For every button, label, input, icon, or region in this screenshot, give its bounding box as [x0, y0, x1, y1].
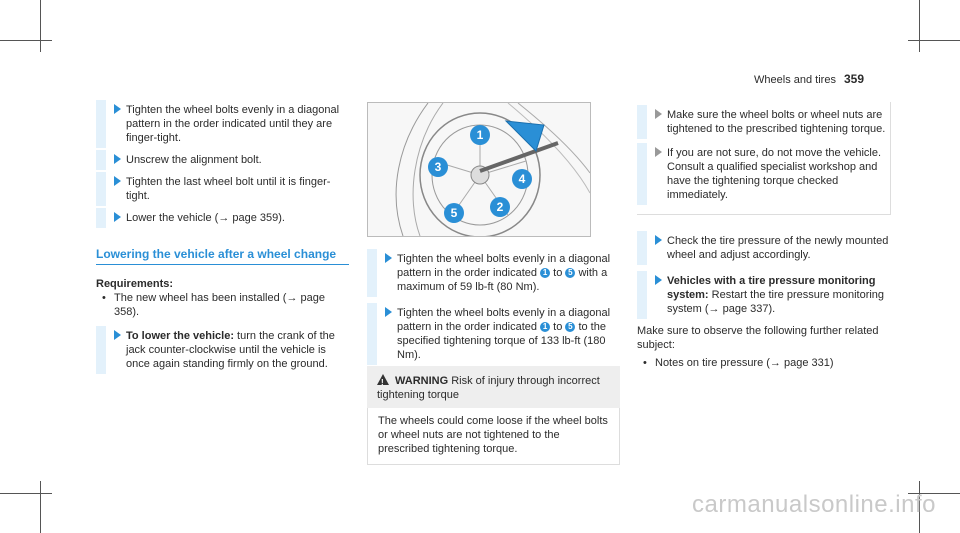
requirement-item: • The new wheel has been installed (→ page 358). [96, 291, 349, 319]
column-1 [96, 103, 349, 379]
callout-2 [490, 197, 510, 217]
warning-triangle-icon: ! [377, 374, 389, 385]
callout-marker: 1 [540, 268, 550, 278]
related-subject-intro: Make sure to observe the following further related subject: [637, 325, 879, 351]
step-item: Vehicles with a tire pressure monitoring system: Restart the tire pressure monitoring system (→ page 337). [637, 274, 890, 316]
warning-header [367, 366, 620, 408]
crop-mark [0, 40, 52, 41]
watermark: carmanualsonline.info [692, 491, 936, 518]
page-number: 359 [843, 72, 864, 86]
callout-5 [444, 203, 464, 223]
wheel-bolt-diagram [368, 103, 590, 236]
warning-box [367, 366, 620, 465]
warning-label: WARNING [395, 375, 449, 387]
crop-mark [40, 481, 41, 533]
warning-title: Risk of injury through incorrect tightening torque [377, 375, 600, 401]
crop-mark [40, 0, 41, 52]
step-arrow-icon [114, 154, 121, 164]
crop-mark [0, 493, 52, 494]
step-item: Unscrew the alignment bolt. [96, 153, 349, 167]
step-item: Tighten the wheel bolts evenly in a diagonal pattern in the order indicated 1 to 5 to the specified tightening torque of 133 lb-ft (180 Nm). [367, 306, 620, 362]
page-header [754, 72, 864, 86]
step-item: Lower the vehicle (→ page 359). [96, 211, 349, 225]
section-title: Wheels and tires [754, 74, 836, 86]
note-item: If you are not sure, do not move the vehicle. Consult a qualified specialist workshop and have the tightening torque checked immediately. [637, 146, 890, 202]
wheel-illustration [367, 102, 591, 237]
step-arrow-icon [385, 253, 392, 263]
callout-marker: 1 [540, 322, 550, 332]
svg-text:3: 3 [434, 160, 442, 174]
crop-mark [919, 0, 920, 52]
callout-1 [470, 125, 490, 145]
callout-3 [428, 157, 448, 177]
callout-4 [512, 169, 532, 189]
step-arrow-icon [655, 109, 662, 119]
step-arrow-icon [114, 104, 121, 114]
svg-text:1: 1 [476, 128, 484, 142]
step-arrow-icon [114, 212, 121, 222]
crop-mark [908, 40, 960, 41]
requirements [96, 277, 349, 319]
column-3 [637, 234, 890, 370]
step-item: Check the tire pressure of the newly mounted wheel and adjust accordingly. [637, 234, 890, 262]
step-item: To lower the vehicle: turn the crank of the jack counter-clockwise until the vehicle is once again standing firmly on the ground. [96, 329, 349, 371]
step-arrow-icon [114, 176, 121, 186]
step-arrow-icon [655, 275, 662, 285]
step-arrow-icon [385, 307, 392, 317]
step-arrow-icon [114, 330, 121, 340]
step-item: Tighten the last wheel bolt until it is finger-tight. [96, 175, 349, 203]
svg-text:5: 5 [450, 206, 458, 220]
column-2 [367, 252, 620, 370]
note-box [637, 102, 891, 215]
warning-body: The wheels could come loose if the wheel bolts or wheel nuts are not tightened to the prescribed tightening torque. [367, 408, 620, 465]
section-heading: Lowering the vehicle after a wheel change [96, 247, 349, 265]
note-item: Make sure the wheel bolts or wheel nuts are tightened to the prescribed tightening torque. [637, 108, 890, 136]
step-arrow-icon [655, 235, 662, 245]
svg-text:4: 4 [518, 172, 526, 186]
step-arrow-icon [655, 147, 662, 157]
step-item: Tighten the wheel bolts evenly in a diagonal pattern in the order indicated 1 to 5 with a maximum of 59 lb-ft (80 Nm). [367, 252, 620, 294]
callout-marker: 5 [565, 322, 575, 332]
related-link[interactable]: • Notes on tire pressure (→ page 331) [637, 356, 890, 370]
svg-text:2: 2 [496, 200, 504, 214]
step-item: Tighten the wheel bolts evenly in a diagonal pattern in the order indicated until they are finger-tight. [96, 103, 349, 145]
callout-marker: 5 [565, 268, 575, 278]
requirements-label: Requirements: [96, 278, 174, 290]
